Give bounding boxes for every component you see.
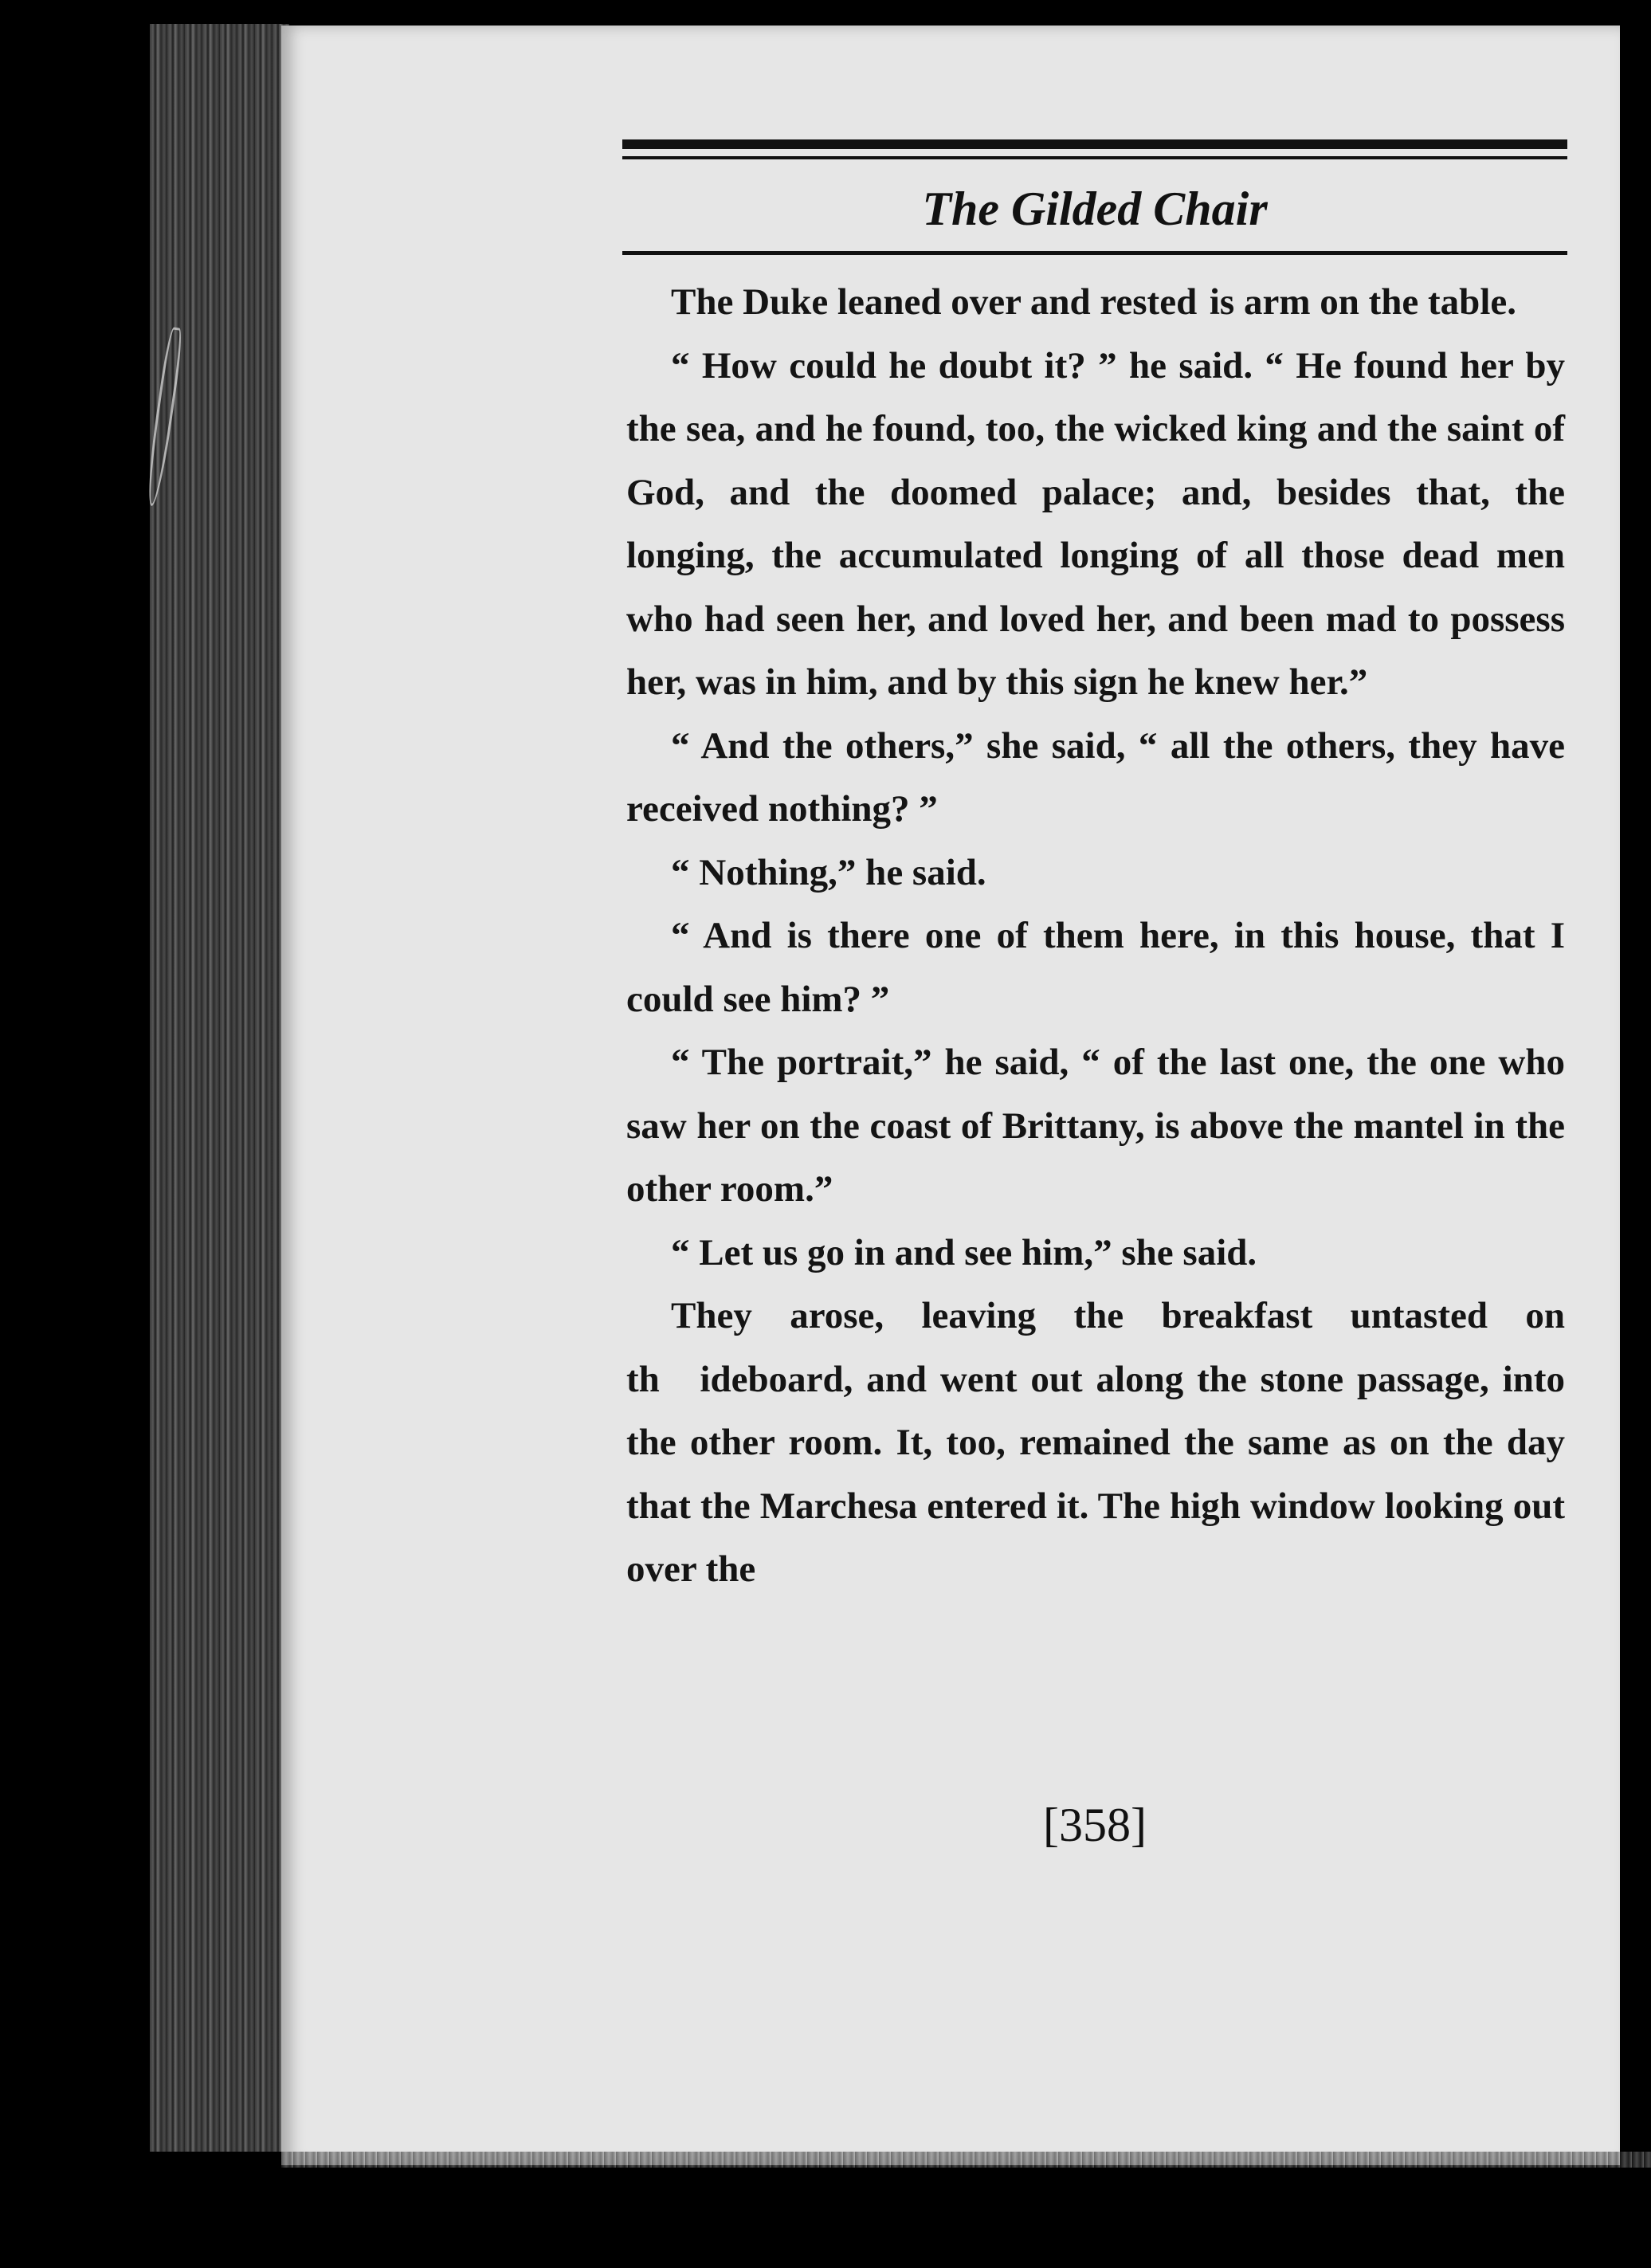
paragraph: “ The portrait,” he said, “ of the last one, the one who saw her on the coast of Brittany, is above the mantel in the other room.”: [626, 1042, 1565, 1210]
header-rule-thin: [622, 156, 1567, 159]
body-text: [626, 271, 1565, 1602]
paragraph: “ And the others,” she said, “ all the others, they have received nothing? ”: [626, 724, 1565, 830]
paragraph: “ How could he doubt it? ” he said. “ He found her by the sea, and he found, too, the wicked king and the saint of God, and the doomed palace; and, besides that, the longing, the accumulated longing of all those dead men who had seen her, and loved her, and been mad to possess her, was in him, and by this sign he knew her.”: [626, 344, 1565, 703]
header-rule-thick: [622, 139, 1567, 149]
page-number: [358]: [1043, 1799, 1147, 1851]
page-bottom-edge: [281, 2152, 1651, 2168]
paragraph: “ And is there one of them here, in this house, that I could see him? ”: [626, 915, 1565, 1020]
book-spine: [150, 24, 289, 2152]
running-title: The Gilded Chair: [922, 182, 1268, 235]
title-underline-rule: [622, 251, 1567, 255]
paragraph: “ Nothing,” he said.: [671, 851, 986, 893]
paragraph: “ Let us go in and see him,” she said.: [671, 1231, 1257, 1273]
thread-mark: [143, 327, 184, 508]
paragraph: They arose, leaving the breakfast untasted on th ideboard, and went out along the stone passage, into the other room. It, too, remained the same as on the day that the Marchesa entered it. The high window looking out over the: [626, 1295, 1565, 1590]
paragraph: The Duke leaned over and rested is arm on the table.: [671, 281, 1516, 323]
